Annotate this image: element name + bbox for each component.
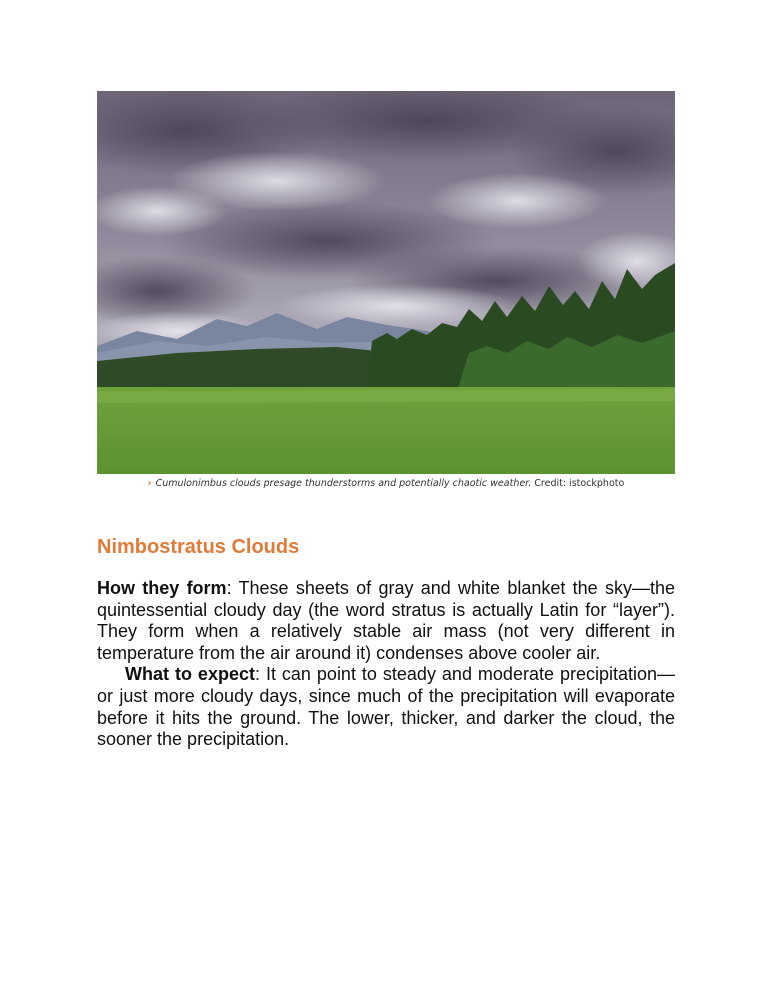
- paragraph-how-they-form: [97, 578, 675, 664]
- landscape-photo: [97, 91, 675, 474]
- section-body: [97, 578, 675, 751]
- paragraph-what-to-expect: [97, 664, 675, 750]
- paragraph-text: : These sheets of gray and white blanket the sky—the quintessential cloudy day (the word stratus is actually Latin for “layer”). They form when a relatively stable air mass (not very different in temperature from the air around it) condenses above cooler air.: [97, 578, 675, 663]
- paragraph-label: How they form: [97, 578, 227, 598]
- figure-caption: [97, 478, 675, 489]
- section-title: Nimbostratus Clouds: [97, 536, 300, 558]
- paragraph-text: : It can point to steady and moderate precipitation—or just more cloudy days, since much of the precipitation will evaporate before it hits the ground. The lower, thicker, and darker the cloud, the sooner the precipitation.: [97, 664, 675, 750]
- chevron-right-icon: ›: [147, 478, 152, 489]
- paragraph-label: What to expect: [125, 664, 255, 685]
- caption-credit: Credit: istockphoto: [534, 478, 625, 489]
- caption-text: Cumulonimbus clouds presage thunderstorms and potentially chaotic weather.: [155, 478, 532, 489]
